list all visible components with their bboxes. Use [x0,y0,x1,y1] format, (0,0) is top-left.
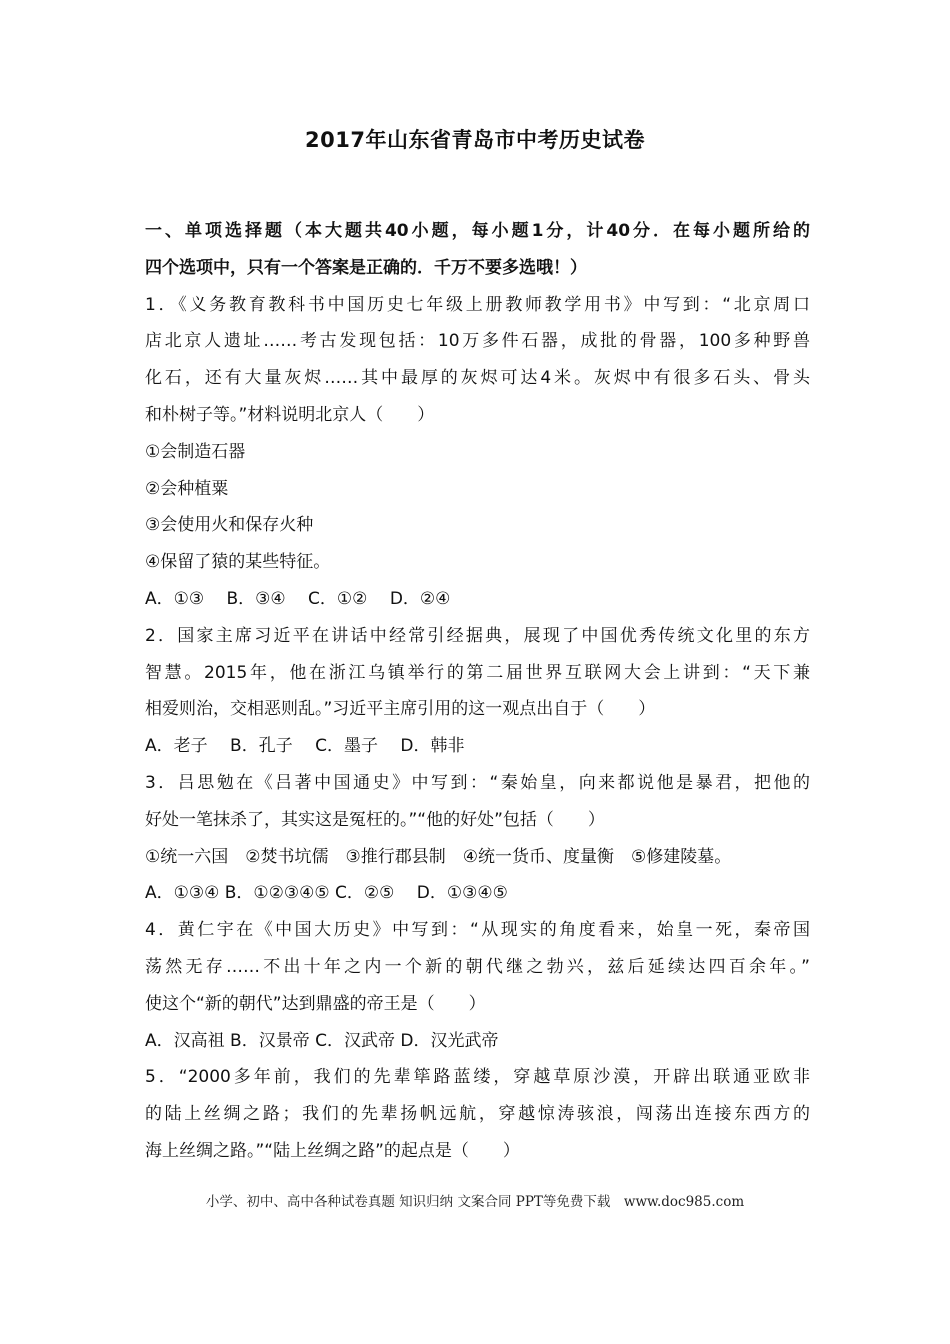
answer-options: A．①③ B．③④ C．①② D．②④ [145,588,451,609]
question-text-line: 使这个“新的朝代”达到鼎盛的帝王是（ ） [145,993,486,1014]
question-text-line: 和朴树子等。”材料说明北京人（ ） [145,404,435,425]
page-footer: 小学、初中、高中各种试卷真题 知识归纳 文案合同 PPT等免费下载 www.doc985.com [205,1194,745,1210]
question-3 [145,765,810,912]
question-text-line: 海上丝绸之路。”“陆上丝绸之路”的起点是（ ） [145,1140,520,1161]
question-text-line: 荡然无存……不出十年之内一个新的朝代继之勃兴，兹后延续达四百余年。” [145,956,810,977]
question-1 [145,287,810,618]
question-item: ②会种植粟 [145,478,229,499]
question-text-line: 3．吕思勉在《吕著中国通史》中写到：“秦始皇，向来都说他是暴君，把他的 [145,772,810,793]
question-item: ③会使用火和保存火种 [145,515,314,536]
question-2 [145,618,810,765]
question-text-line: 店北京人遗址……考古发现包括：10万多件石器，成批的骨器，100多种野兽 [145,331,810,352]
answer-options: A．汉高祖 B．汉景帝 C．汉武帝 D．汉光武帝 [145,1030,499,1051]
question-item: ①会制造石器 [145,441,246,462]
document-body [145,213,810,1170]
section-heading-line-1: 一、单项选择题（本大题共40小题，每小题1分，计40分．在每小题所给的 [145,221,810,241]
question-item: ①统一六国 ②焚书坑儒 ③推行郡县制 ④统一货币、度量衡 ⑤修建陵墓。 [145,846,732,867]
question-5 [145,1059,810,1169]
question-text-line: 化石，还有大量灰烬……其中最厚的灰烬可达4米。灰烬中有很多石头、骨头 [145,368,810,389]
question-text-line: 的陆上丝绸之路；我们的先辈扬帆远航，穿越惊涛骇浪，闯荡出连接东西方的 [145,1104,810,1125]
question-text-line: 好处一笔抹杀了，其实这是冤枉的。”“他的好处”包括（ ） [145,809,605,830]
question-text-line: 4．黄仁宇在《中国大历史》中写到：“从现实的角度看来，始皇一死，秦帝国 [145,920,810,941]
question-text-line: 5．“2000多年前，我们的先辈筚路蓝缕，穿越草原沙漠，开辟出联通亚欧非 [145,1067,810,1088]
page-title: 2017年山东省青岛市中考历史试卷 [305,128,645,152]
answer-options: A．老子 B．孔子 C．墨子 D．韩非 [145,736,465,757]
question-text-line: 相爱则治，交相恶则乱。”习近平主席引用的这一观点出自于（ ） [145,699,656,720]
section-heading-line-2: 四个选项中，只有一个答案是正确的．千万不要多选哦！） [145,257,587,278]
question-text-line: 智慧。2015年，他在浙江乌镇举行的第二届世界互联网大会上讲到：“天下兼 [145,662,810,683]
question-item: ④保留了猿的某些特征。 [145,552,331,573]
question-4 [145,912,810,1059]
question-text-line: 2．国家主席习近平在讲话中经常引经据典，展现了中国优秀传统文化里的东方 [145,625,810,646]
answer-options: A．①③④ B．①②③④⑤ C．②⑤ D．①③④⑤ [145,883,508,904]
question-text-line: 1．《义务教育教科书中国历史七年级上册教师教学用书》中写到：“北京周口 [145,294,810,315]
